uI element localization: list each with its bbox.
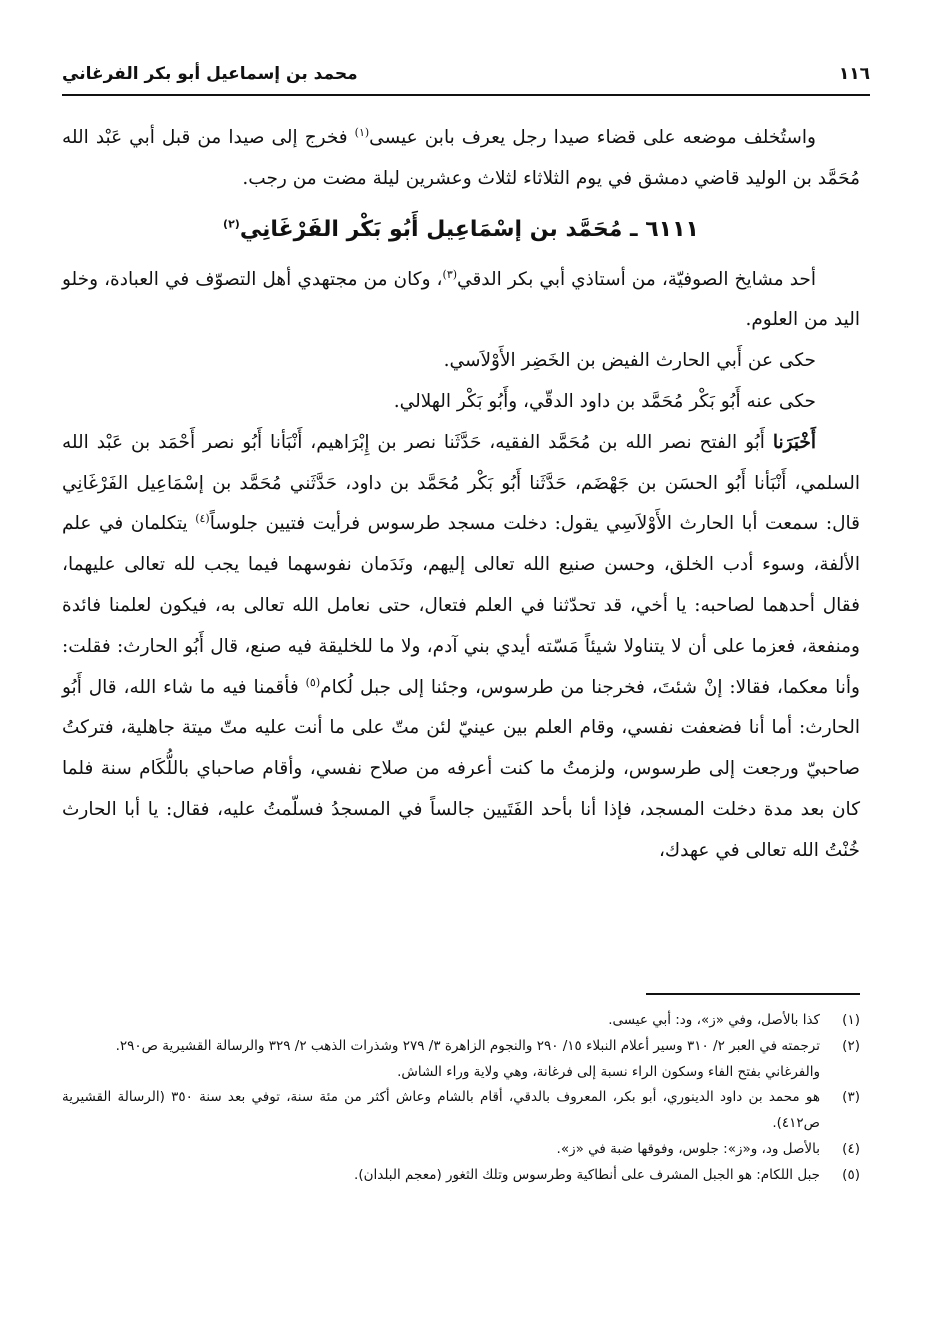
narrated-by: حكى عنه أَبُو بَكْر مُحَمَّد بن داود الدقّي، وأَبُو بَكْر الهلالي. xyxy=(393,390,816,412)
description-paragraph xyxy=(62,260,860,342)
isnad-text-2: يتكلمان في علم الألفة، وسوء أدب الخلق، وحسن صنيع الله تعالى إليهم، ونَدَمان نفوسهما فيما يجب لله تعالى عليهما، فقال أحدهما لصاحبه: يا أخي، قد تحدّثنا في العلم فتعال، حتى نعامل الله تعالى به، فيكون لعلمنا فائدة ومنفعة، فعزما على أن لا يتناولا شيئاً مَسّته أيدي بني آدم، ولا ما للخليقة فيه صنع، قال أَبُو الحارث: فقلت: وأنا معكما، فقالا: إنْ شئتَ، فخرجنا من طرسوس، وجئنا إلى جبل لُكام xyxy=(62,513,860,698)
footnote-rule xyxy=(646,993,860,995)
entry-title xyxy=(62,200,860,260)
isnad-text-1: أَبُو الفتح نصر الله بن مُحَمَّد الفقيه، حَدَّثَنا نصر بن إِبْرَاهيم، أَنْبَأنا أَبُو نصر أَحْمَد بن عَبْد الله السلمي، أَنْبَأنا أَبُو الحسَن بن جَهْضَم، حَدَّثَنا أَبُو بَكْر مُحَمَّد بن داود، حَدَّثَني مُحَمَّد بن إسْمَاعِيل الفَرْغَانِي قال: سمعت أبا الحارث الأَوْلاَسِي يقول: دخلت مسجد طرسوس فرأيت فتيين جلوساً xyxy=(62,431,860,535)
footnote-number: (٣) xyxy=(842,1089,860,1106)
intro-paragraph xyxy=(62,118,860,200)
footnote-5 xyxy=(62,1163,860,1189)
footnote-2 xyxy=(62,1034,860,1060)
isnad-paragraph xyxy=(62,423,860,872)
footnotes xyxy=(62,1008,860,1189)
main-text xyxy=(62,118,860,872)
intro-text-2: فخرج إلى صيدا من قبل أبي عَبْد الله مُحَمَّد بن الوليد قاضي دمشق في يوم الثلاثاء لثلاث وعشرين ليلة مضت من رجب. xyxy=(62,127,860,189)
footnote-ref-1[interactable]: (١) xyxy=(354,125,370,139)
footnote-ref-4[interactable]: (٤) xyxy=(195,512,210,526)
footnote-2-continuation: والفرغاني بفتح الفاء وسكون الراء نسبة إلى فرغانة، وهي ولاية وراء الشاش. xyxy=(397,1063,820,1080)
footnote-1 xyxy=(62,1008,860,1034)
description-text-2: ، وكان من مجتهدي أهل التصوّف في العبادة، وخلو اليد من العلوم. xyxy=(62,268,860,331)
description-text-1: أحد مشايخ الصوفيّة، من أستاذي أبي بكر الدقي xyxy=(457,268,816,290)
entry-title-text: ٦١١١ ـ مُحَمَّد بن إسْمَاعِيل أَبُو بَكْر الفَرْغَانِي xyxy=(239,216,699,242)
footnote-text: هو محمد بن داود الدينوري، أبو بكر، المعروف بالدقي، أقام بالشام وعاش أكثر من مئة سنة، توفي بعد سنة ٣٥٠ (الرسالة القشيرية ص٤١٢). xyxy=(62,1089,820,1132)
footnote-ref-5[interactable]: (٥) xyxy=(305,675,321,689)
footnote-ref-3[interactable]: (٣) xyxy=(442,267,458,281)
page-number: ١١٦ xyxy=(838,64,870,84)
footnote-text: كذا بالأصل، وفي «ز»، ود: أبي عيسى. xyxy=(608,1012,820,1028)
footnote-number: (١) xyxy=(842,1012,860,1028)
narrated-from: حكى عن أَبي الحارث الفيض بن الخَضِر الأَوْلاَسي. xyxy=(443,350,816,372)
isnad-text-3: فأقمنا فيه ما شاء الله، قال أَبُو الحارث: أما أنا فضعفت نفسي، وقام العلم بين عينيّ لئن متّ على ما أنت عليه متّ ميتة جاهلية، فتركتُ صاحبيّ ورجعت إلى طرسوس، ولزمتُ ما كنت أعرفه من صلاح نفسي، وأقام صاحباي باللُّكَام سنة فلما كان بعد مدة دخلت المسجد، فإذا أنا بأحد الفَتَيين جالساً في المسجدُ فسلّمتُ عليه، فقال: يا أبا الحارث خُنْتُ الله تعالى في عهدك، xyxy=(62,676,860,861)
footnote-number: (٥) xyxy=(842,1166,860,1183)
akhbarana-lead: أَخْبَرَنا xyxy=(772,431,816,453)
footnote-text: بالأصل ود، و«ز»: جلوس، وفوقها ضبة في «ز». xyxy=(556,1140,820,1157)
footnote-3 xyxy=(62,1085,860,1137)
header-rule xyxy=(62,94,870,96)
footnote-text: جبل اللكام: هو الجبل المشرف على أنطاكية وطرسوس وتلك الثغور (معجم البلدان). xyxy=(354,1166,820,1183)
intro-text-1: واستُخلف موضعه على قضاء صيدا رجل يعرف بابن عيسى xyxy=(369,127,816,148)
footnote-number: (٤) xyxy=(842,1140,860,1157)
running-header xyxy=(62,58,870,90)
footnote-4 xyxy=(62,1137,860,1163)
footnote-ref-2[interactable]: (٢) xyxy=(223,217,240,231)
running-title: محمد بن إسماعيل أبو بكر الفرغاني xyxy=(62,64,358,84)
footnote-text: ترجمته في العبر ٢/ ٣١٠ وسير أعلام النبلاء ١٥/ ٢٩٠ والنجوم الزاهرة ٣/ ٢٧٩ وشذرات الذهب ٢/ ٣٢٩ والرسالة القشيرية ص٢٩٠. xyxy=(115,1037,820,1054)
footnote-number: (٢) xyxy=(842,1037,860,1054)
